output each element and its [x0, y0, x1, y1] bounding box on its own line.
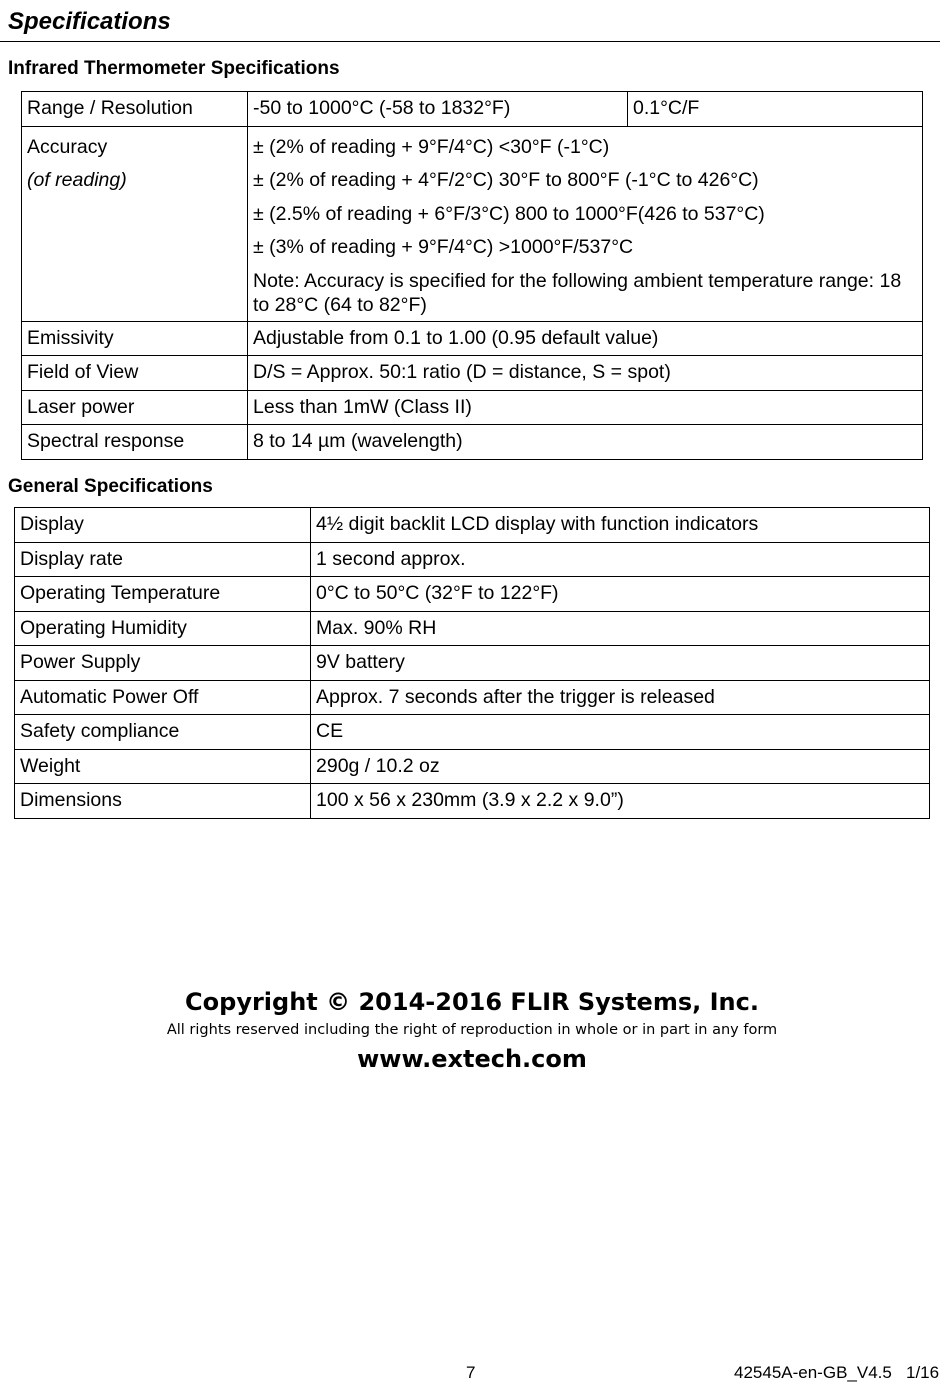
ir-spec-table	[21, 91, 923, 460]
spec-value: 9V battery	[311, 646, 930, 681]
table-row	[15, 784, 930, 819]
heading-divider	[0, 41, 940, 42]
accuracy-line: ± (3% of reading + 9°F/4°C) >1000°F/537°C	[253, 236, 634, 258]
general-spec-table	[14, 507, 930, 819]
spec-label: Power Supply	[15, 646, 311, 681]
spec-label: Operating Humidity	[15, 611, 311, 646]
spec-label: Spectral response	[22, 425, 248, 460]
spec-label: Laser power	[22, 390, 248, 425]
table-row	[15, 611, 930, 646]
spec-value: Less than 1mW (Class II)	[248, 390, 923, 425]
table-row	[15, 680, 930, 715]
accuracy-value-cell	[248, 126, 923, 321]
table-row	[15, 749, 930, 784]
spec-value: Approx. 7 seconds after the trigger is released	[311, 680, 930, 715]
page-heading: Specifications	[8, 8, 171, 35]
spec-label: Dimensions	[15, 784, 311, 819]
spec-label: Field of View	[22, 356, 248, 391]
spec-label: Operating Temperature	[15, 577, 311, 612]
spec-value: -50 to 1000°C (-58 to 1832°F)	[248, 92, 628, 127]
spec-label: Automatic Power Off	[15, 680, 311, 715]
table-row	[22, 390, 923, 425]
table-row	[22, 356, 923, 391]
spec-value: 290g / 10.2 oz	[311, 749, 930, 784]
accuracy-line: ± (2.5% of reading + 6°F/3°C) 800 to 1000°F(426 to 537°C)	[253, 202, 765, 225]
copyright-notice: Copyright © 2014-2016 FLIR Systems, Inc.	[185, 988, 759, 1016]
spec-value: 8 to 14 µm (wavelength)	[248, 425, 923, 460]
table-row	[15, 577, 930, 612]
rights-statement: All rights reserved including the right of reproduction in whole or in part in any form	[166, 1022, 778, 1038]
accuracy-line: ± (2% of reading + 4°F/2°C) 30°F to 800°F (-1°C to 426°C)	[253, 169, 759, 191]
spec-label: Range / Resolution	[22, 92, 248, 127]
general-section-title: General Specifications	[8, 476, 213, 497]
spec-label: Accuracy	[27, 135, 108, 158]
spec-resolution: 0.1°C/F	[628, 92, 923, 127]
spec-value: D/S = Approx. 50:1 ratio (D = distance, S = spot)	[248, 356, 923, 391]
spec-label: Display	[15, 508, 311, 543]
table-row	[22, 92, 923, 127]
table-row	[22, 321, 923, 356]
page-number: 7	[466, 1363, 476, 1382]
spec-value: 1 second approx.	[311, 542, 930, 577]
spec-label: Display rate	[15, 542, 311, 577]
table-row	[22, 126, 923, 321]
accuracy-label-cell	[22, 126, 248, 321]
table-row	[15, 508, 930, 543]
spec-value: CE	[311, 715, 930, 750]
table-row	[15, 542, 930, 577]
spec-label: Emissivity	[22, 321, 248, 356]
website-link[interactable]: www.extech.com	[357, 1045, 587, 1073]
spec-value: Max. 90% RH	[311, 611, 930, 646]
spec-label: Weight	[15, 749, 311, 784]
table-row	[22, 425, 923, 460]
table-row	[15, 715, 930, 750]
ir-section-title: Infrared Thermometer Specifications	[8, 58, 340, 79]
document-id: 42545A-en-GB_V4.5 1/16	[734, 1363, 940, 1382]
spec-value: 4½ digit backlit LCD display with function indicators	[311, 508, 930, 543]
spec-label: Safety compliance	[15, 715, 311, 750]
accuracy-line: ± (2% of reading + 9°F/4°C) <30°F (-1°C)	[253, 135, 610, 158]
spec-value: 100 x 56 x 230mm (3.9 x 2.2 x 9.0”)	[311, 784, 930, 819]
table-row	[15, 646, 930, 681]
spec-value: Adjustable from 0.1 to 1.00 (0.95 default value)	[248, 321, 923, 356]
spec-sublabel: (of reading)	[27, 169, 127, 191]
spec-value: 0°C to 50°C (32°F to 122°F)	[311, 577, 930, 612]
accuracy-note: Note: Accuracy is specified for the following ambient temperature range: 18 to 28°C (64 to 82°F)	[253, 269, 902, 316]
